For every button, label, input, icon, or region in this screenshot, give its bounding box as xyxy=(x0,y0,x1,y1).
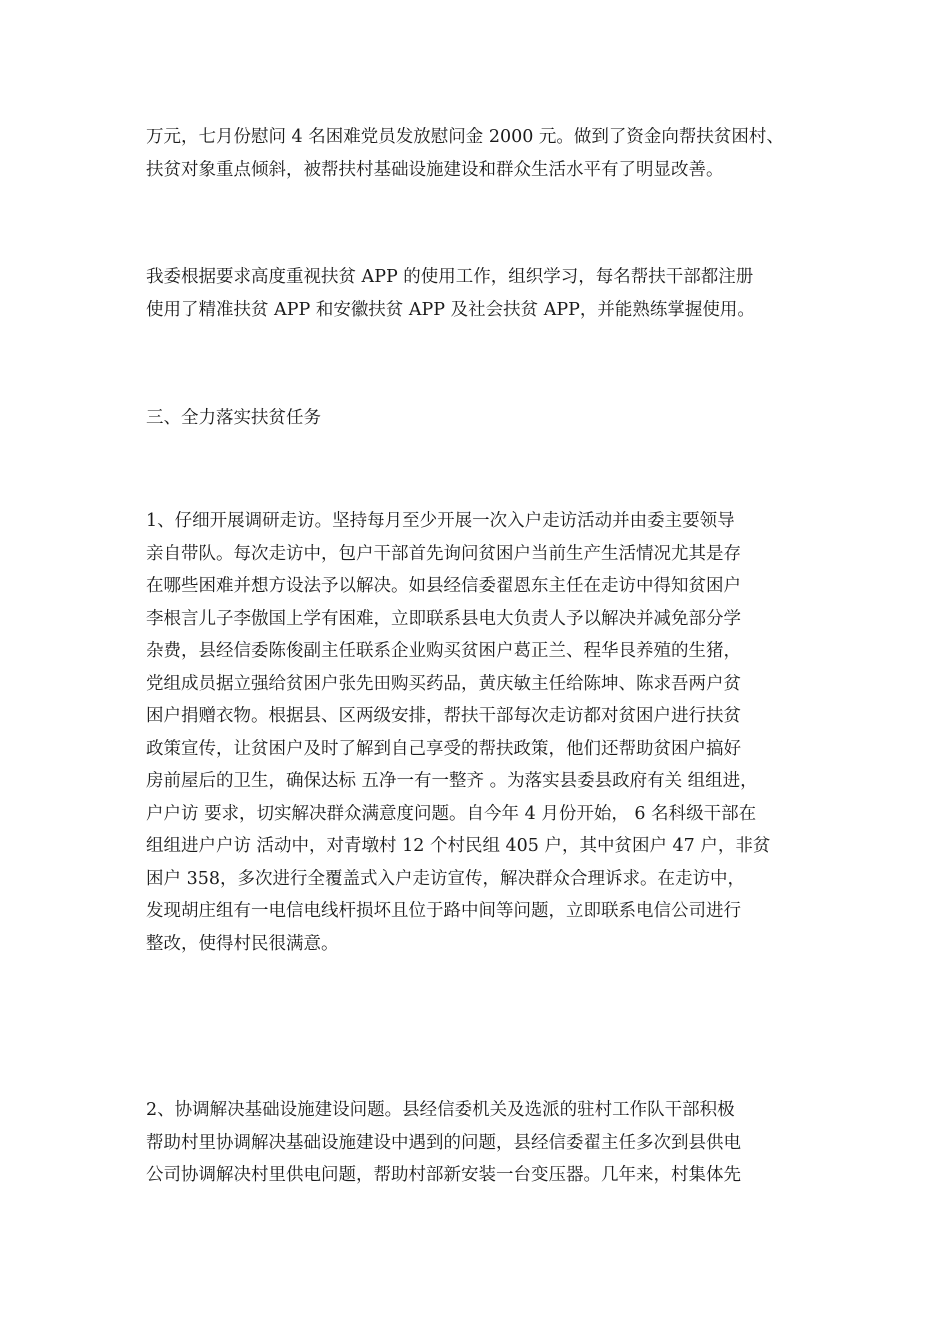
text-line: 杂费，县经信委陈俊副主任联系企业购买贫困户葛正兰、程华艮养殖的生猪， xyxy=(146,641,741,661)
heading-text: 三、全力落实扶贫任务 xyxy=(146,408,321,428)
text-line: 发现胡庄组有一电信电线杆损坏且位于路中间等问题，立即联系电信公司进行 xyxy=(146,901,741,921)
text-line: 困户捐赠衣物。根据县、区两级安排，帮扶干部每次走访都对贫困户进行扶贫 xyxy=(146,706,741,726)
text-line: 扶贫对象重点倾斜，被帮扶村基础设施建设和群众生活水平有了明显改善。 xyxy=(146,159,724,180)
text-line: 帮助村里协调解决基础设施建设中遇到的问题，县经信委翟主任多次到县供电 xyxy=(146,1132,741,1153)
text-line: 政策宣传，让贫困户及时了解到自己享受的帮扶政策，他们还帮助贫困户搞好 xyxy=(146,738,741,759)
paragraph-app-usage xyxy=(146,261,826,326)
text-line: 李根言儿子李傲国上学有困难，立即联系县电大负责人予以解决并减免部分学 xyxy=(146,608,741,629)
text-line: 房前屋后的卫生，确保达标 五净一有一整齐 。为落实县委县政府有关 组组进， xyxy=(146,771,758,791)
text-line: 2、协调解决基础设施建设问题。县经信委机关及选派的驻村工作队干部积极 xyxy=(146,1100,735,1120)
text-line: 困户 358，多次进行全覆盖式入户走访宣传，解决群众合理诉求。在走访中， xyxy=(146,868,745,889)
paragraph-infrastructure xyxy=(146,1094,826,1192)
text-line: 整改，使得村民很满意。 xyxy=(146,933,339,954)
text-line: 在哪些困难并想方设法予以解决。如县经信委翟恩东主任在走访中得知贫困户 xyxy=(146,576,741,596)
section-heading xyxy=(146,402,826,435)
text-line: 万元，七月份慰问 4 名困难党员发放慰问金 2000 元。做到了资金向帮扶贫困村、 xyxy=(146,127,784,147)
text-line: 组组进户户访 活动中，对青墩村 12 个村民组 405 户，其中贫困户 47 户，非贫 xyxy=(146,836,771,856)
text-line: 党组成员据立强给贫困户张先田购买药品，黄庆敏主任给陈坤、陈求吾两户贫 xyxy=(146,673,741,694)
text-line: 使用了精准扶贫 APP 和安徽扶贫 APP 及社会扶贫 APP，并能熟练掌握使用。 xyxy=(146,299,755,320)
paragraph-fund-allocation xyxy=(146,121,826,186)
text-line: 户户访 要求，切实解决群众满意度问题。自今年 4 月份开始， 6 名科级干部在 xyxy=(146,803,757,824)
paragraph-visit-survey xyxy=(146,505,826,960)
text-line: 我委根据要求高度重视扶贫 APP 的使用工作，组织学习，每名帮扶干部都注册 xyxy=(146,267,754,287)
text-line: 公司协调解决村里供电问题，帮助村部新安装一台变压器。几年来，村集体先 xyxy=(146,1165,741,1185)
text-line: 1、仔细开展调研走访。坚持每月至少开展一次入户走访活动并由委主要领导 xyxy=(146,511,735,531)
text-line: 亲自带队。每次走访中，包户干部首先询问贫困户当前生产生活情况尤其是存 xyxy=(146,543,741,564)
